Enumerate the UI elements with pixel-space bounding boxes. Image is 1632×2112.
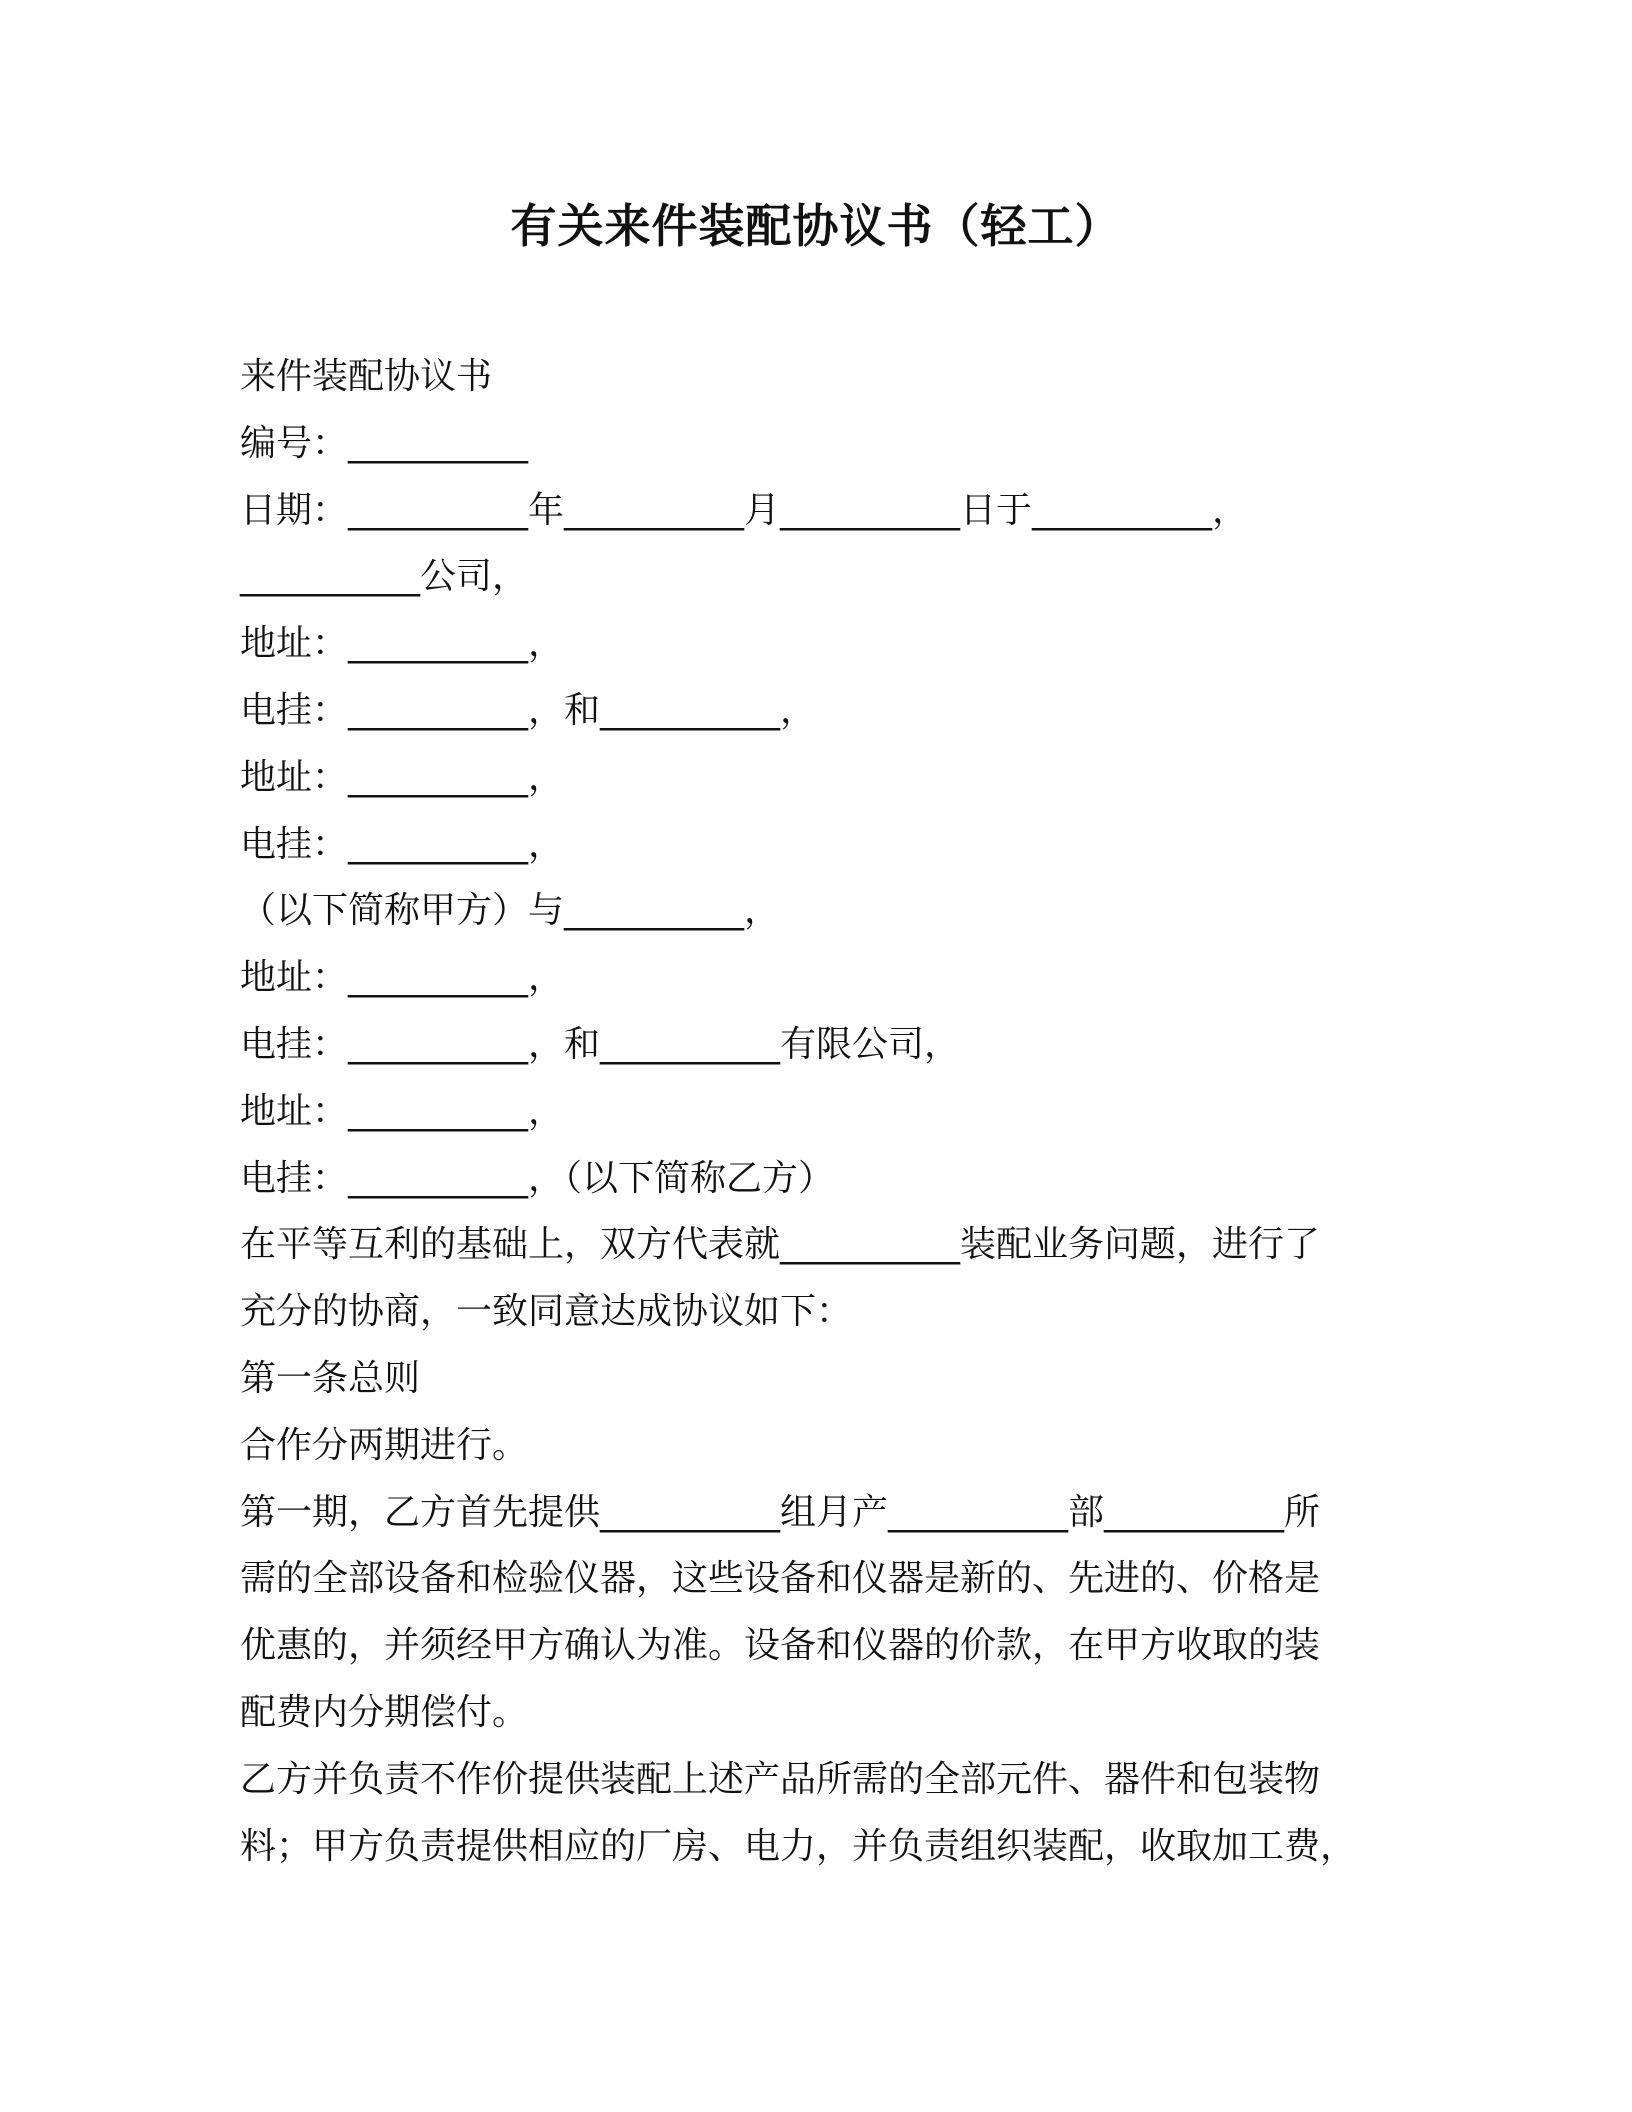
preamble-line: 充分的协商，一致同意达成协议如下： xyxy=(240,1291,853,1333)
paragraph-line: 料；甲方负责提供相应的厂房、电力，并负责组织装配，收取加工费， xyxy=(240,1825,1357,1867)
document-title: 有关来件装配协议书（轻工） xyxy=(510,199,1122,253)
address-line: 地址：__________， xyxy=(240,1090,565,1132)
paragraph-line: 需的全部设备和检验仪器，这些设备和仪器是新的、先进的、价格是 xyxy=(240,1558,1321,1600)
paragraph-line: 优惠的，并须经甲方确认为准。设备和仪器的价款，在甲方收取的装 xyxy=(240,1625,1321,1667)
preamble-line: 在平等互利的基础上，双方代表就__________装配业务问题，进行了 xyxy=(240,1224,1321,1266)
paragraph-line: 第一期，乙方首先提供__________组月产__________部__________所 xyxy=(240,1491,1321,1533)
doc-subtitle: 来件装配协议书 xyxy=(240,356,493,397)
paragraph-line: 乙方并负责不作价提供装配上述产品所需的全部元件、器件和包装物 xyxy=(240,1758,1321,1800)
cable-line: 电挂：__________， xyxy=(240,823,565,865)
cable-line: 电挂：__________，和__________， xyxy=(240,689,817,731)
cable-line: 电挂：__________，和__________有限公司， xyxy=(240,1023,961,1065)
address-line: 地址：__________， xyxy=(240,957,565,999)
date-line: 日期：__________年__________月__________日于__________， xyxy=(240,489,1249,531)
paragraph-line: 合作分两期进行。 xyxy=(240,1424,529,1466)
party-a-company-line: __________公司， xyxy=(240,556,529,598)
article-heading: 第一条总则 xyxy=(240,1357,421,1399)
serial-number-line: 编号：__________ xyxy=(240,422,529,464)
party-b-alias-line: 电挂：__________，（以下简称乙方） xyxy=(240,1157,835,1199)
paragraph-line: 配费内分期偿付。 xyxy=(240,1691,529,1733)
party-a-alias-line: （以下简称甲方）与__________， xyxy=(240,890,781,932)
address-line: 地址：__________， xyxy=(240,756,565,798)
document-body xyxy=(240,344,1390,1880)
address-line: 地址：__________， xyxy=(240,623,565,665)
